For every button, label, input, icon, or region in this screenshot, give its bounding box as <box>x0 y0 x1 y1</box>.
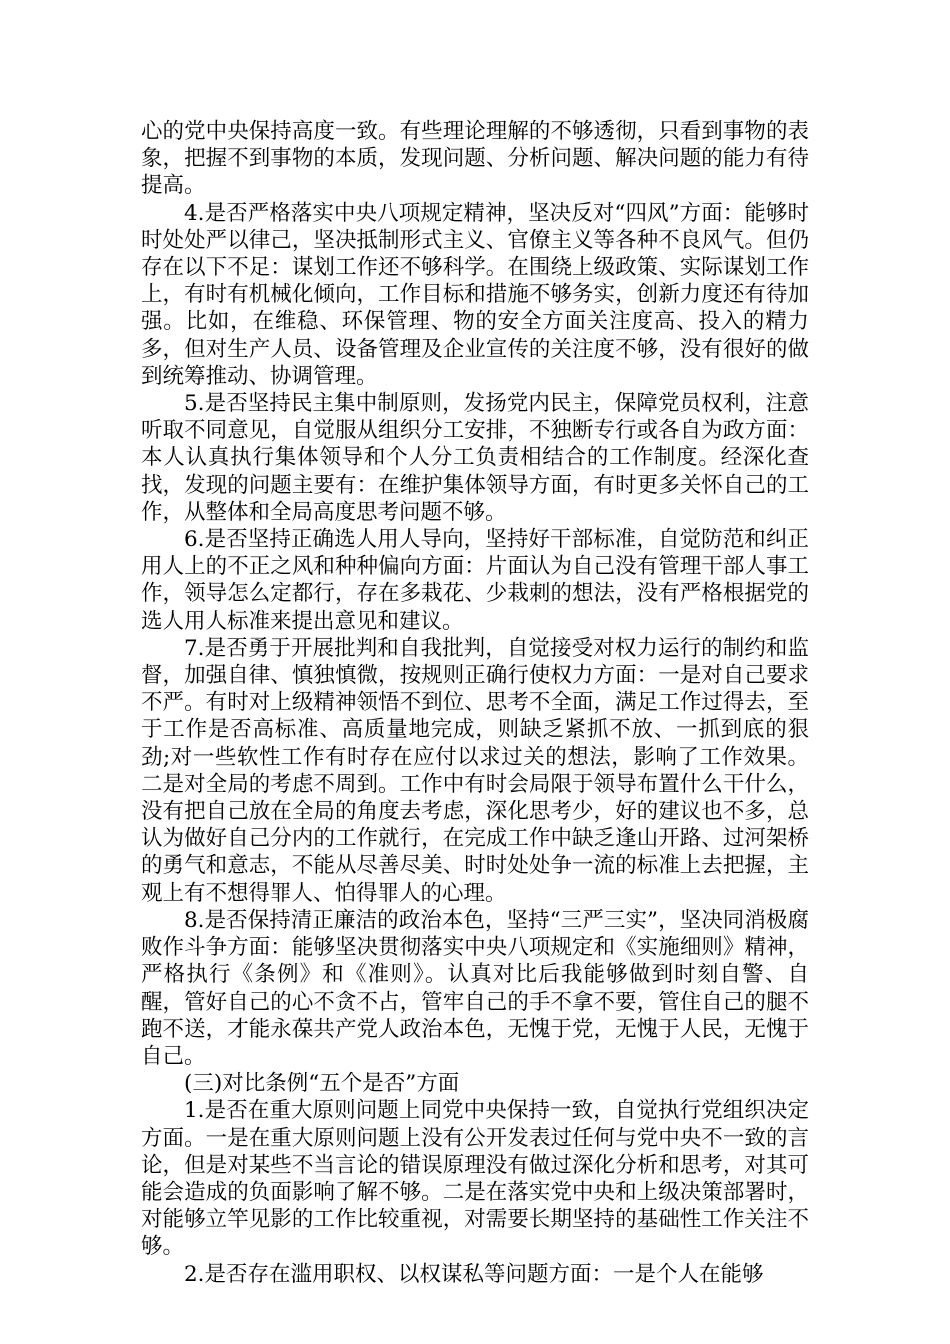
paragraph-5: 7.是否勇于开展批判和自我批判，自觉接受对权力运行的制约和监督，加强自律、慎独慎微，按规则正确行使权力方面：一是对自己要求不严。有时对上级精神领悟不到位、思考不全面，满足工作过得去，至于工作是否高标准、高质量地完成，则缺乏紧抓不放、一抓到底的狠劲;对一些软性工作有时存在应付以求过关的想法，影响了工作效果。二是对全局的考虑不周到。工作中有时会局限于领导布置什么干什么，没有把自己放在全局的角度去考虑，深化思考少，好的建议也不多，总认为做好自己分内的工作就行，在完成工作中缺乏逢山开路、过河架桥的勇气和意志，不能从尽善尽美、时时处处争一流的标准上去把握，主观上有不想得罪人、怕得罪人的心理。 <box>141 635 809 906</box>
paragraph-3: 5.是否坚持民主集中制原则，发扬党内民主，保障党员权利，注意听取不同意见，自觉服从组织分工安排，不独断专行或各自为政方面：本人认真执行集体领导和个人分工负责相结合的工作制度。经深化查找，发现的问题主要有：在维护集体领导方面，有时更多关怀自己的工作，从整体和全局高度思考问题不够。 <box>141 391 809 525</box>
paragraph-7: 1.是否在重大原则问题上同党中央保持一致，自觉执行党组织决定方面。一是在重大原则问题上没有公开发表过任何与党中央不一致的言论，但是对某些不当言论的错误原理没有做过深化分析和思考，对其可能会造成的负面影响了解不够。二是在落实党中央和上级决策部署时，对能够立竿见影的工作比较重视，对需要长期坚持的基础性工作关注不够。 <box>141 1098 809 1260</box>
paragraph-2: 4.是否严格落实中央八项规定精神，坚决反对“四风”方面：能够时时处处严以律己，坚决抵制形式主义、官僚主义等各种不良风气。但仍存在以下不足：谋划工作还不够科学。在围绕上级政策、实际谋划工作上，有时有机械化倾向，工作目标和措施不够务实，创新力度还有待加强。比如，在维稳、环保管理、物的安全方面关注度高、投入的精力多，但对生产人员、设备管理及企业宣传的关注度不够，没有很好的做到统筹推动、协调管理。 <box>141 200 809 389</box>
paragraph-8: 2.是否存在滥用职权、以权谋私等问题方面：一是个人在能够 <box>184 1261 764 1287</box>
document-page <box>141 118 809 1288</box>
paragraph-6: 8.是否保持清正廉洁的政治本色，坚持“三严三实”，坚决同消极腐败作斗争方面：能够坚决贯彻落实中央八项规定和《实施细则》精神，严格执行《条例》和《准则》。认真对比后我能够做到时刻自警、自醒，管好自己的心不贪不占，管牢自己的手不拿不要，管住自己的腿不跑不送，才能永葆共产党人政治本色，无愧于党，无愧于人民，无愧于自己。 <box>141 907 809 1069</box>
paragraph-1: 心的党中央保持高度一致。有些理论理解的不够透彻，只看到事物的表象，把握不到事物的本质，发现问题、分析问题、解决问题的能力有待提高。 <box>141 119 809 199</box>
paragraph-4: 6.是否坚持正确选人用人导向，坚持好干部标准，自觉防范和纠正用人上的不正之风和种种偏向方面：片面认为自己没有管理干部人事工作，领导怎么定都行，存在多栽花、少栽刺的想法，没有严格根据党的选人用人标准来提出意见和建议。 <box>141 527 809 634</box>
section-heading: (三)对比条例“五个是否”方面 <box>184 1071 460 1097</box>
